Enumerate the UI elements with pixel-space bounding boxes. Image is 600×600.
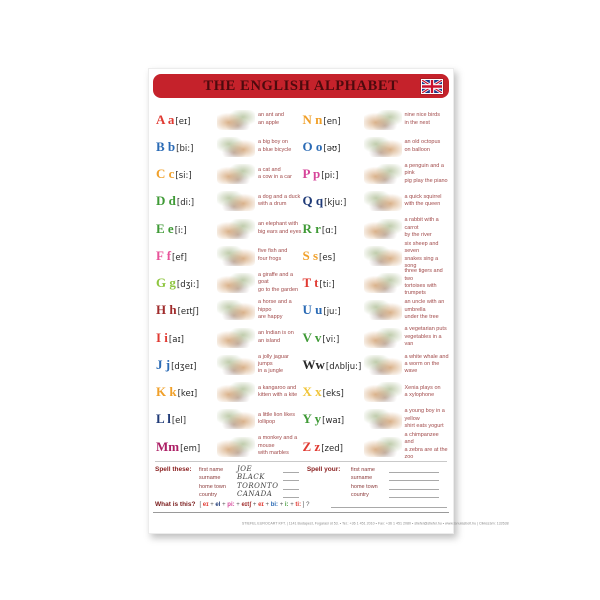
spell-field-label: first name [199, 466, 224, 473]
spell-row [351, 465, 447, 473]
spell-field-value: BLACK [237, 473, 265, 481]
spell-these-label: Spell these: [155, 466, 192, 473]
letter-phonetic [303, 329, 361, 347]
rhyme-text [258, 385, 297, 400]
spell-field-line [283, 474, 299, 481]
illustration-sketch [217, 219, 255, 239]
rhyme-line-1: an ant and [258, 112, 284, 119]
spell-field-value: TORONTO [237, 481, 279, 490]
phonetic-transcription: [ɑ:] [321, 225, 337, 236]
rhyme-line-2: with the queen [404, 201, 441, 208]
spell-your-label: Spell your: [306, 466, 341, 473]
letter-phonetic [303, 274, 361, 292]
alphabet-entry [303, 216, 450, 241]
letter-pair: Y y [302, 411, 322, 427]
rhyme-line-1: five fish and [258, 248, 288, 255]
phonetic-transcription: [eɪ] [175, 116, 191, 127]
rhyme-text [405, 432, 450, 462]
spell-field-line [283, 491, 299, 498]
letter-phonetic [156, 220, 214, 238]
alphabet-entry [156, 352, 303, 377]
rhyme-line-1: nine nice birds [404, 112, 440, 119]
spell-section [155, 461, 447, 501]
letter-phonetic [303, 356, 361, 374]
letter-pair: L l [156, 411, 171, 427]
alphabet-entry [303, 298, 450, 323]
rhyme-text [405, 163, 450, 185]
phonetic-transcription: [keɪ] [177, 389, 198, 399]
rhyme-line-2: a zebra are at the zoo [404, 446, 448, 460]
rhyme-line-2: with a drum [258, 201, 287, 208]
rhyme-line-2: snakes sing a song [404, 255, 439, 270]
rhyme-line-2: shirt eats yogurt [404, 422, 444, 429]
rhyme-text [258, 412, 295, 427]
rhyme-line-1: a young boy in a yellow [404, 408, 445, 422]
illustration-sketch [364, 437, 402, 457]
rhyme-text [258, 139, 291, 154]
column-left [156, 107, 303, 459]
letter-phonetic [303, 383, 361, 401]
alphabet-entry [302, 431, 450, 460]
letter-phonetic [156, 383, 214, 401]
illustration-sketch [364, 191, 402, 211]
puzzle-segment: eɪ [202, 502, 209, 508]
illustration-sketch [217, 110, 255, 130]
rhyme-text [405, 217, 450, 239]
puzzle-segment: pi: [227, 502, 235, 508]
rhyme-line-2: kitten with a kite [258, 392, 298, 398]
letter-pair: V v [302, 329, 322, 345]
rhyme-text [405, 408, 450, 430]
spell-field-line [283, 466, 299, 473]
illustration-sketch [364, 355, 402, 375]
puzzle-expression: [ eɪ + el + pi: + eɪtʃ + eɪ + bi: + i: + ti: ] ? [199, 502, 310, 508]
illustration-sketch [217, 300, 255, 320]
alphabet-grid [156, 107, 449, 459]
illustration-sketch [217, 409, 255, 429]
spell-blank-line [389, 474, 439, 481]
rhyme-text [258, 248, 287, 263]
alphabet-entry [303, 380, 450, 405]
illustration-sketch [217, 437, 255, 457]
rhyme-text [405, 112, 440, 127]
puzzle-segment: el [215, 502, 221, 508]
illustration-sketch [364, 382, 402, 402]
rhyme-line-1: an old octopus [404, 139, 441, 146]
illustration-sketch [217, 382, 255, 402]
letter-phonetic [156, 301, 214, 319]
letter-phonetic [303, 438, 361, 456]
phonetic-transcription: [es] [319, 252, 336, 263]
spell-row [351, 482, 447, 490]
alphabet-entry [156, 216, 303, 241]
letter-pair: X x [302, 384, 322, 399]
phonetic-transcription: [əʊ] [323, 143, 341, 154]
phonetic-transcription: [i:] [174, 225, 187, 236]
rhyme-line-2: are happy [258, 313, 283, 320]
illustration-sketch [364, 273, 402, 293]
letter-phonetic [303, 165, 361, 183]
phonetic-transcription: [pi:] [321, 171, 339, 181]
alphabet-entry [303, 162, 450, 187]
phonetic-transcription: [aɪ] [168, 334, 184, 345]
letter-phonetic [156, 356, 214, 374]
rhyme-line-2: vegetables in a van [404, 333, 442, 348]
alphabet-entry [303, 107, 450, 132]
illustration-sketch [364, 164, 402, 184]
phonetic-transcription: [si:] [175, 171, 192, 181]
phonetic-transcription: [ju:] [323, 307, 341, 318]
rhyme-text [405, 354, 450, 376]
rhyme-line-1: a jolly jaguar jumps [258, 353, 289, 368]
rhyme-line-2: lollipop [258, 419, 276, 426]
alphabet-entry [156, 162, 303, 187]
illustration-sketch [364, 110, 402, 130]
rhyme-line-1: a chimpanzee and [404, 431, 439, 446]
illustration-sketch [217, 355, 255, 375]
rhyme-line-2: in the nest [404, 119, 430, 126]
letter-pair: H h [156, 302, 177, 318]
letter-pair: C c [156, 166, 175, 181]
rhyme-line-2: a xylophone [404, 392, 435, 398]
uk-flag-icon [421, 79, 443, 94]
letter-phonetic [303, 247, 361, 265]
phonetic-transcription: [ef] [172, 252, 187, 263]
spell-field-label: country [199, 492, 218, 498]
phonetic-transcription: [waɪ] [322, 416, 345, 427]
rhyme-text [405, 326, 450, 348]
illustration-sketch [364, 328, 402, 348]
alphabet-entry [156, 380, 303, 405]
illustration-sketch [364, 137, 402, 157]
letter-phonetic [303, 410, 361, 428]
letter-pair: P p [302, 166, 321, 181]
rhyme-line-1: a kangaroo and [258, 384, 297, 391]
phonetic-transcription: [em] [180, 443, 201, 454]
rhyme-line-1: a vegetarian puts [404, 326, 447, 333]
what-is-this-row [155, 498, 447, 508]
rhyme-line-2: under the tree [404, 313, 439, 320]
puzzle-segment: bi: [270, 502, 279, 508]
rhyme-text [258, 435, 303, 457]
page-title: THE ENGLISH ALPHABET [203, 77, 399, 94]
alphabet-entry [303, 352, 450, 377]
rhyme-line-2: an island [258, 337, 281, 344]
rhyme-line-1: a penguin and a pink [404, 162, 444, 177]
rhyme-line-2: an apple [258, 119, 280, 126]
puzzle-segment: eɪ [258, 502, 264, 508]
alphabet-entry [303, 407, 450, 432]
rhyme-text [258, 167, 292, 182]
letter-pair: U u [302, 302, 323, 318]
phonetic-transcription: [dʒi:] [176, 280, 200, 290]
publisher-footer [153, 512, 509, 531]
rhyme-text [405, 241, 450, 271]
illustration-sketch [364, 219, 402, 239]
spell-row [351, 474, 447, 482]
rhyme-text [258, 299, 303, 321]
rhyme-line-1: a horse and a hippo [258, 299, 292, 313]
phonetic-transcription: [kju:] [324, 198, 347, 209]
letter-phonetic [156, 438, 214, 456]
rhyme-line-1: a rabbit with a carrot [404, 217, 439, 231]
phonetic-transcription: [bi:] [176, 143, 194, 154]
letter-phonetic [156, 410, 214, 428]
letter-pair: R r [302, 220, 321, 236]
title-banner [153, 74, 449, 98]
letter-pair: D d [156, 193, 176, 209]
spell-field-value: JOE [237, 464, 253, 473]
rhyme-line-1: an elephant with [258, 221, 299, 228]
spell-row [199, 474, 307, 482]
spell-these-block [155, 465, 307, 501]
spell-row [351, 491, 447, 499]
phonetic-transcription: [vi:] [322, 334, 340, 345]
letter-pair: K k [156, 384, 177, 399]
rhyme-line-1: a dog and a duck [258, 193, 301, 200]
letter-pair: I i [156, 329, 168, 345]
phonetic-transcription: [en] [323, 116, 341, 127]
rhyme-text [405, 139, 441, 154]
alphabet-entry [156, 298, 303, 323]
illustration-sketch [364, 246, 402, 266]
spell-row [199, 491, 307, 499]
rhyme-line-2: tortoises with trumpets [404, 283, 437, 297]
rhyme-text [258, 221, 301, 236]
phonetic-transcription: [ti:] [319, 280, 335, 290]
illustration-sketch [217, 137, 255, 157]
rhyme-line-1: a big boy on [258, 139, 288, 146]
illustration-sketch [217, 191, 255, 211]
letter-phonetic [156, 138, 214, 156]
rhyme-text [258, 354, 303, 376]
rhyme-line-1: a cat and [258, 166, 281, 173]
alphabet-entry [303, 189, 450, 214]
alphabet-entry [156, 134, 303, 159]
spell-field-label: surname [350, 475, 373, 481]
spell-field-label: surname [199, 475, 221, 481]
puzzle-segment: i: [284, 502, 289, 508]
rhyme-line-2: four frogs [258, 255, 282, 262]
letter-phonetic [303, 301, 361, 319]
rhyme-line-1: a white whale and [404, 353, 449, 360]
rhyme-line-2: pig play the piano [404, 177, 448, 184]
rhyme-line-1: an Indian is on [258, 330, 294, 337]
alphabet-entry [156, 107, 303, 132]
letter-phonetic [156, 192, 214, 210]
illustration-sketch [217, 328, 255, 348]
spell-field-label: home town [350, 483, 378, 490]
spell-field-label: country [350, 492, 369, 498]
illustration-sketch [217, 273, 255, 293]
letter-pair: N n [302, 111, 323, 127]
rhyme-line-2: by the river [404, 232, 432, 239]
letter-phonetic [156, 247, 214, 265]
letter-pair: S s [302, 247, 319, 263]
rhyme-text [405, 194, 442, 209]
spell-field-line [283, 483, 299, 490]
rhyme-text [405, 385, 441, 400]
spell-field-label: home town [199, 483, 226, 490]
rhyme-line-1: an uncle with an umbrella [404, 299, 445, 313]
alphabet-entry [156, 271, 303, 296]
illustration-sketch [364, 300, 402, 320]
rhyme-text [405, 268, 450, 298]
alphabet-poster-page [148, 68, 509, 534]
letter-pair: Z z [302, 438, 321, 454]
rhyme-text [258, 330, 294, 345]
rhyme-line-1: Xenia plays on [404, 384, 441, 391]
rhyme-line-2: go to the garden [258, 286, 299, 293]
rhyme-line-2: a blue bicycle [258, 146, 292, 153]
phonetic-transcription: [dʌblju:] [325, 361, 362, 372]
puzzle-segment: ti: [295, 502, 302, 508]
letter-pair: B b [156, 138, 176, 154]
rhyme-line-1: a quick squirrel [404, 193, 442, 200]
letter-pair: J j [156, 356, 171, 372]
spell-your-rows [351, 465, 447, 498]
illustration-sketch [217, 246, 255, 266]
rhyme-line-2: on balloon [404, 146, 430, 153]
column-right [303, 107, 450, 459]
letter-pair: T t [302, 275, 319, 290]
alphabet-entry [156, 434, 303, 459]
alphabet-entry [303, 325, 450, 350]
rhyme-line-1: a giraffe and a goat [258, 271, 294, 286]
rhyme-line-1: a monkey and a mouse [258, 435, 298, 449]
alphabet-entry [156, 407, 303, 432]
spell-your-block [307, 465, 447, 501]
illustration-sketch [217, 164, 255, 184]
publisher-footer-text: STIEFEL EUROCART KFT. | 1141 Budapest, Fogarasi út 53. • Tel.: +36 1 451 2010 • Fax: +36 1 451 2080 • stiefel@stiefel.hu • www.tanulasbolt.hu | Cikkszám: 132638 [241, 522, 509, 526]
alphabet-entry [303, 134, 450, 159]
letter-pair: A a [156, 111, 175, 127]
spell-blank-line [389, 466, 439, 473]
rhyme-text [258, 112, 284, 127]
rhyme-line-1: a little lion likes [258, 411, 295, 418]
letter-pair: Q q [302, 193, 324, 209]
letter-phonetic [156, 274, 214, 292]
alphabet-entry [302, 268, 450, 297]
rhyme-line-2: a worm on the wave [404, 361, 440, 375]
letter-phonetic [303, 111, 361, 129]
alphabet-entry [156, 243, 303, 268]
letter-phonetic [303, 138, 361, 156]
puzzle-segment: eɪtʃ [241, 502, 252, 508]
letter-phonetic [303, 192, 361, 210]
spell-blank-line [389, 491, 439, 498]
rhyme-line-2: a cow in a car [258, 174, 292, 180]
letter-pair: E e [156, 220, 174, 236]
spell-row [199, 482, 307, 490]
spell-field-label: first name [350, 466, 375, 473]
what-is-this-label: What is this? [155, 501, 196, 508]
phonetic-transcription: [el] [171, 416, 187, 427]
rhyme-line-2: in a jungle [258, 368, 284, 375]
phonetic-transcription: [eɪtʃ] [177, 307, 199, 318]
phonetic-transcription: [eks] [322, 389, 344, 399]
letter-pair: Mm [156, 438, 180, 454]
answer-blank-line [331, 501, 447, 508]
letter-phonetic [156, 111, 214, 129]
rhyme-line-1: six sheep and seven [404, 240, 439, 255]
alphabet-entry [156, 189, 303, 214]
illustration-sketch [364, 409, 402, 429]
letter-pair: Ww [302, 356, 325, 372]
rhyme-line-1: three tigers and two [404, 268, 443, 282]
letter-phonetic [156, 165, 214, 183]
rhyme-line-2: with marbles [258, 450, 289, 457]
phonetic-transcription: [di:] [176, 198, 195, 209]
letter-pair: G g [156, 275, 176, 290]
spell-these-rows [199, 465, 307, 498]
rhyme-line-2: big ears and eyes [258, 228, 302, 235]
alphabet-entry [156, 325, 303, 350]
letter-phonetic [303, 220, 361, 238]
phonetic-transcription: [zed] [321, 443, 343, 454]
letter-pair: O o [302, 138, 323, 154]
alphabet-entry [302, 240, 450, 270]
letter-pair: F f [156, 247, 172, 263]
letter-phonetic [156, 329, 214, 347]
rhyme-text [405, 299, 450, 321]
spell-field-value: CANADA [237, 490, 273, 498]
spell-row [199, 465, 307, 473]
phonetic-transcription: [dʒeɪ] [171, 361, 197, 372]
rhyme-text [258, 194, 300, 209]
rhyme-text [258, 272, 303, 294]
spell-blank-line [389, 483, 439, 490]
